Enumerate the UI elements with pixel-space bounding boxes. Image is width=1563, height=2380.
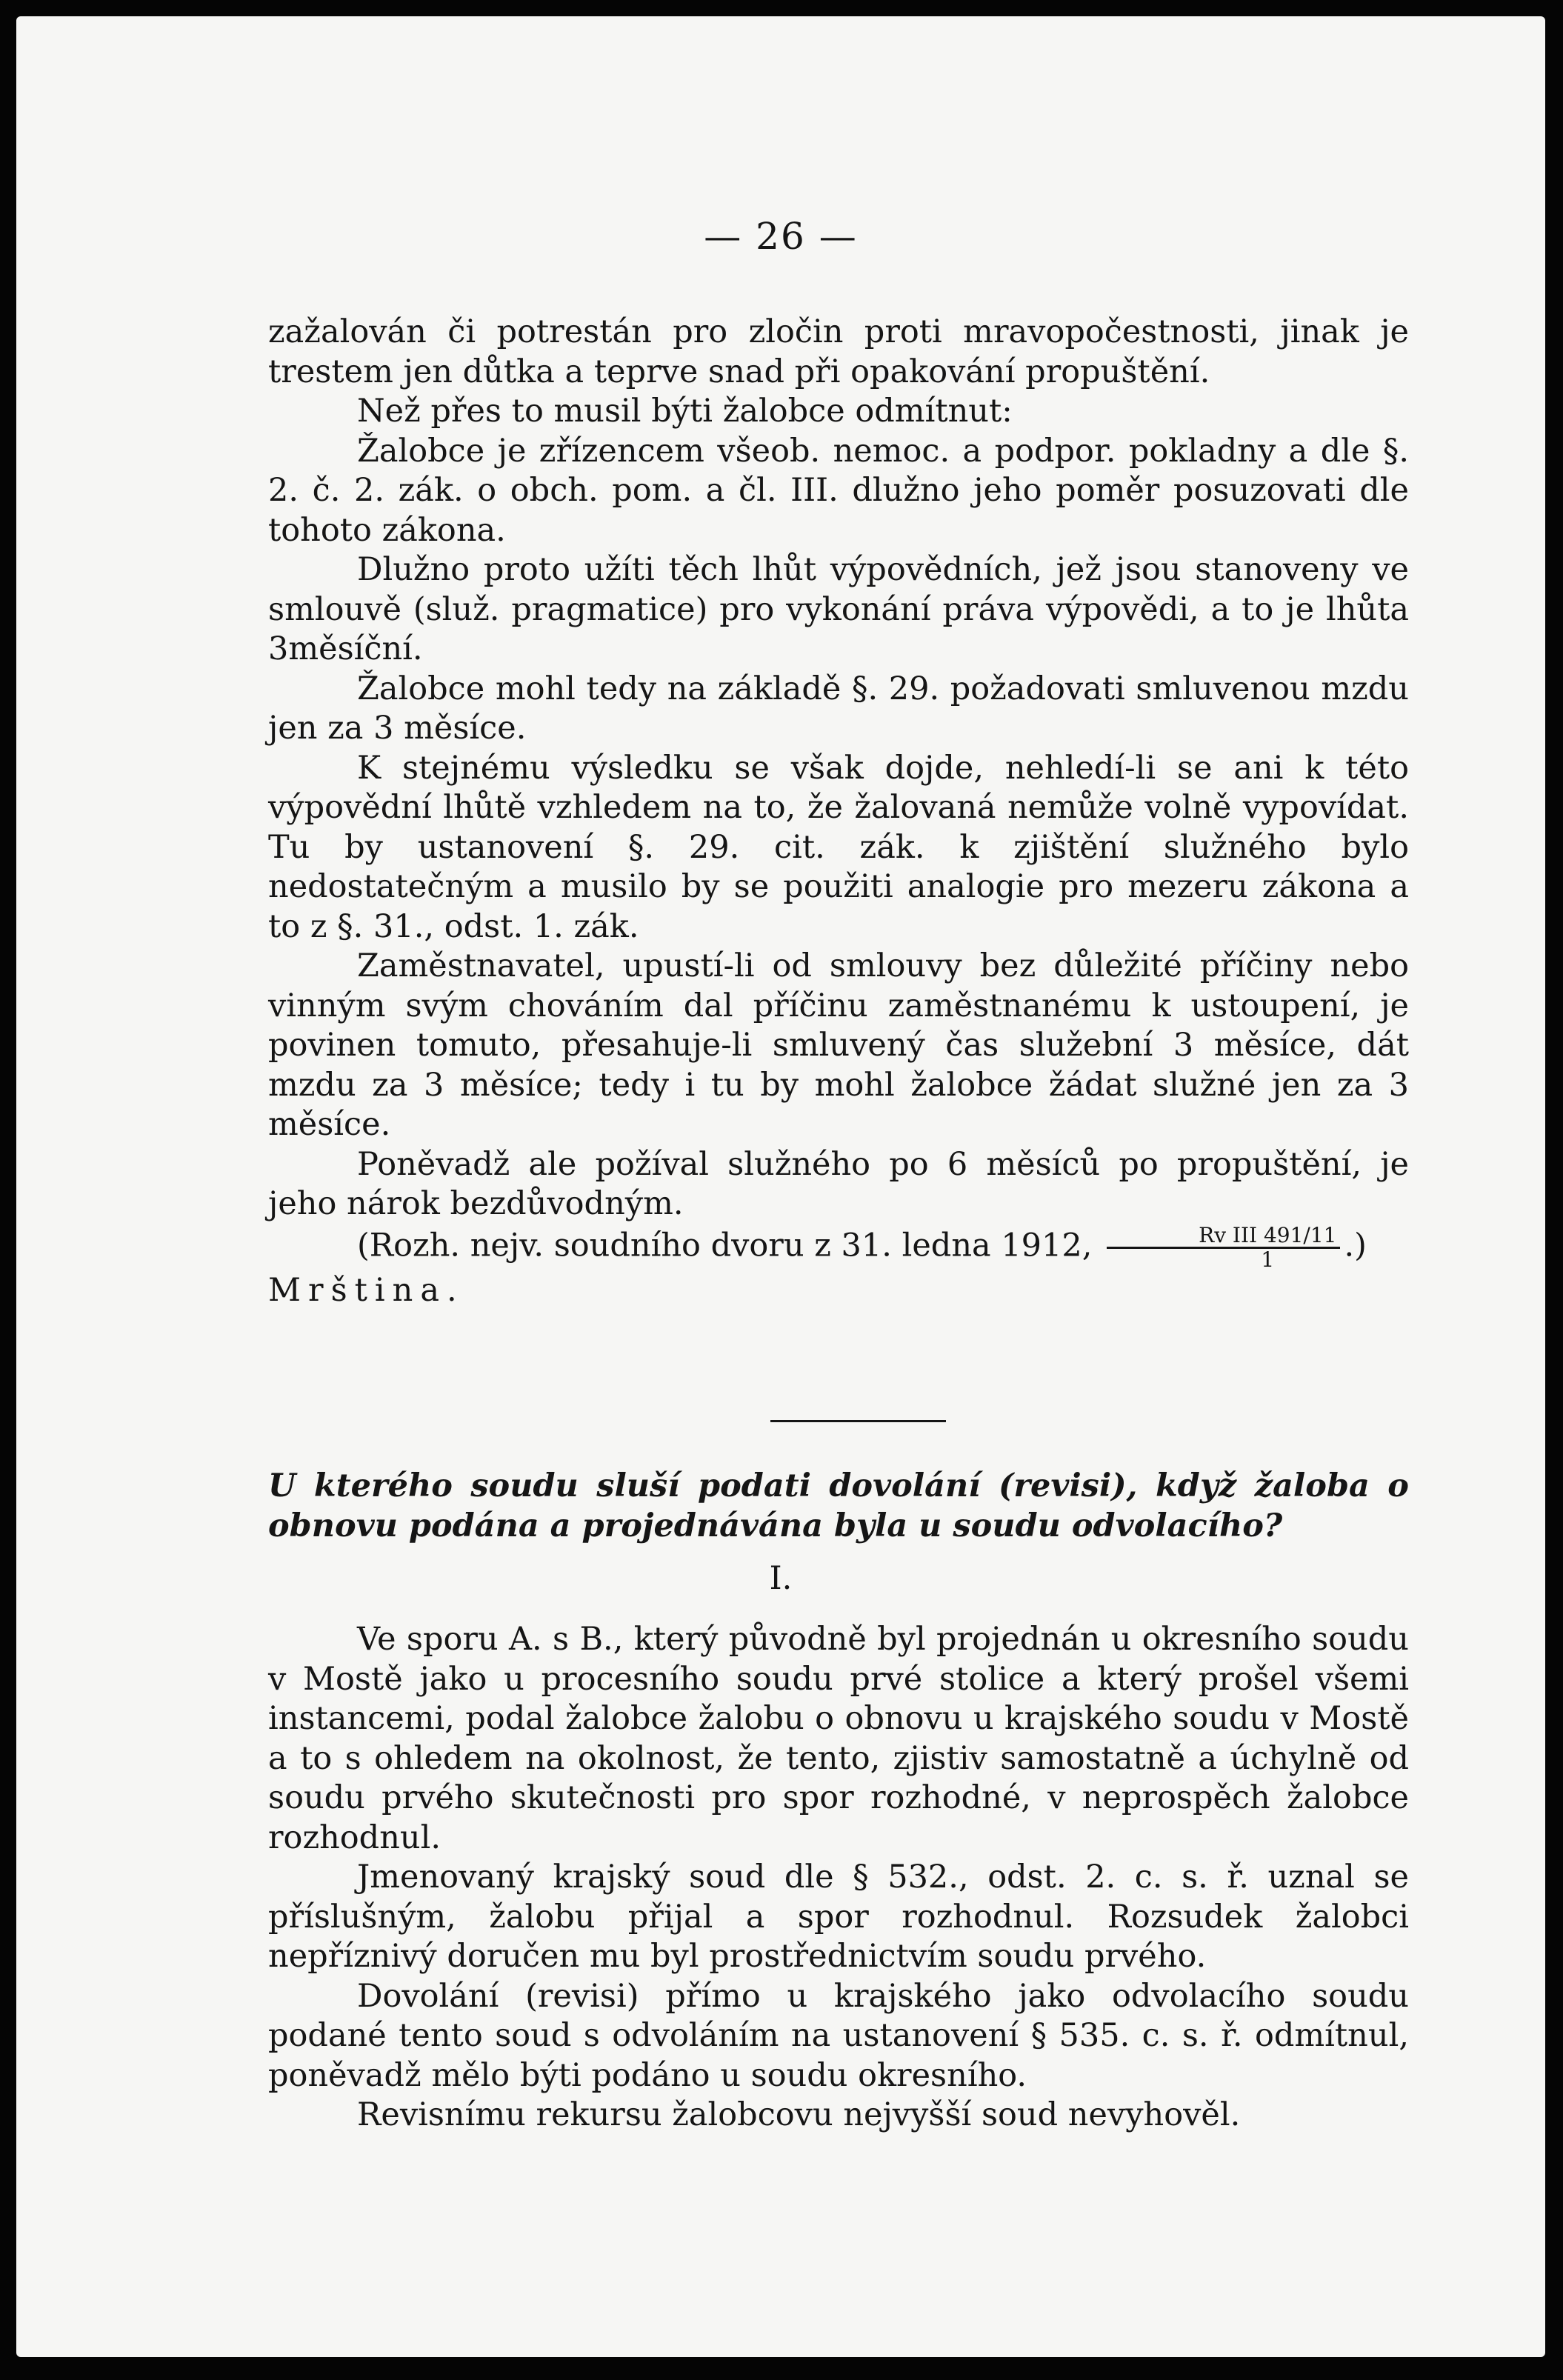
paragraph: K stejnému výsledku se však dojde, nehledí-li se ani k této výpovědní lhůtě vzhledem na to, že žalovaná nemůže volně vypovídat. Tu by ustanovení §. 29. cit. zák. k zjištění služného bylo nedostatečným a musilo by se použiti analogie pro mezeru zákona a to z §. 31., odst. 1. zák.: [268, 749, 1409, 945]
section-heading: U kterého soudu sluší podati dovolání (revisi), když žaloba o obnovu podána a projednávána byla u soudu odvolacího?: [268, 1467, 1409, 1544]
paragraph: zažalován či potrestán pro zločin proti mravopočestnosti, jinak je trestem jen důtka a teprve snad při opakování propuštění.: [268, 313, 1409, 390]
paragraph: Revisnímu rekursu žalobcovu nejvyšší soud nevyhověl.: [357, 2096, 1241, 2133]
author-signature: Mrština.: [268, 1271, 464, 1309]
paragraph: Žalobce je zřízencem všeob. nemoc. a podpor. pokladny a dle §. 2. č. 2. zák. o obch. pom. a čl. III. dlužno jeho poměr posuzovati dle tohoto zákona.: [268, 432, 1409, 549]
paragraph: Žalobce mohl tedy na základě §. 29. požadovati smluvenou mzdu jen za 3 měsíce.: [268, 670, 1409, 747]
citation: [268, 1224, 1409, 1271]
case-one-text: [268, 313, 1409, 1310]
case-reference-fraction: [1107, 1224, 1339, 1271]
paragraph: Ve sporu A. s B., který původně byl projednán u okresního soudu v Mostě jako u procesního soudu prvé stolice a který prošel všemi instancemi, podal žalobce žalobu o obnovu u krajského soudu v Mostě a to s ohledem na okolnost, že tento, zjistiv samostatně a úchylně od soudu prvého skutečnosti pro spor rozhodné, v neprospěch žalobce rozhodnul.: [268, 1621, 1409, 1856]
paragraph: Jmenovaný krajský soud dle § 532., odst. 2. c. s. ř. uznal se příslušným, žalobu přijal a spor rozhodnul. Rozsudek žalobci nepříznivý doručen mu byl prostřednictvím soudu prvého.: [268, 1859, 1409, 1975]
section-divider: [770, 1420, 946, 1422]
citation-end: .): [1344, 1227, 1367, 1264]
case-two-text: [268, 1620, 1409, 2136]
citation-text: (Rozh. nejv. soudního dvoru z 31. ledna 1912,: [357, 1227, 1093, 1264]
section-number: I.: [769, 1560, 793, 1597]
page-number: — 26 —: [704, 215, 858, 258]
paragraph: Dovolání (revisi) přímo u krajského jako odvolacího soudu podané tento soud s odvoláním na ustanovení § 535. c. s. ř. odmítnul, poněvadž mělo býti podáno u soudu okresního.: [268, 1977, 1409, 2094]
paragraph: Zaměstnavatel, upustí-li od smlouvy bez důležité příčiny nebo vinným svým chováním dal příčinu zaměstnanému k ustoupení, je povinen tomuto, přesahuje-li smluvený čas služební 3 měsíce, dát mzdu za 3 měsíce; tedy i tu by mohl žalobce žádat služné jen za 3 měsíce.: [268, 947, 1409, 1143]
paragraph: Než přes to musil býti žalobce odmítnut:: [357, 393, 1013, 430]
paragraph: Dlužno proto užíti těch lhůt výpovědních, jež jsou stanoveny ve smlouvě (služ. pragmatice) pro vykonání práva výpovědi, a to je lhůta 3měsíční.: [268, 551, 1409, 667]
case-reference-number: Rv III 491/11: [1107, 1224, 1339, 1249]
paragraph: Poněvadž ale požíval služného po 6 měsíců po propuštění, je jeho nárok bezdůvodným.: [268, 1145, 1409, 1222]
case-reference-denominator: 1: [1261, 1247, 1275, 1272]
book-page: [16, 16, 1545, 2357]
